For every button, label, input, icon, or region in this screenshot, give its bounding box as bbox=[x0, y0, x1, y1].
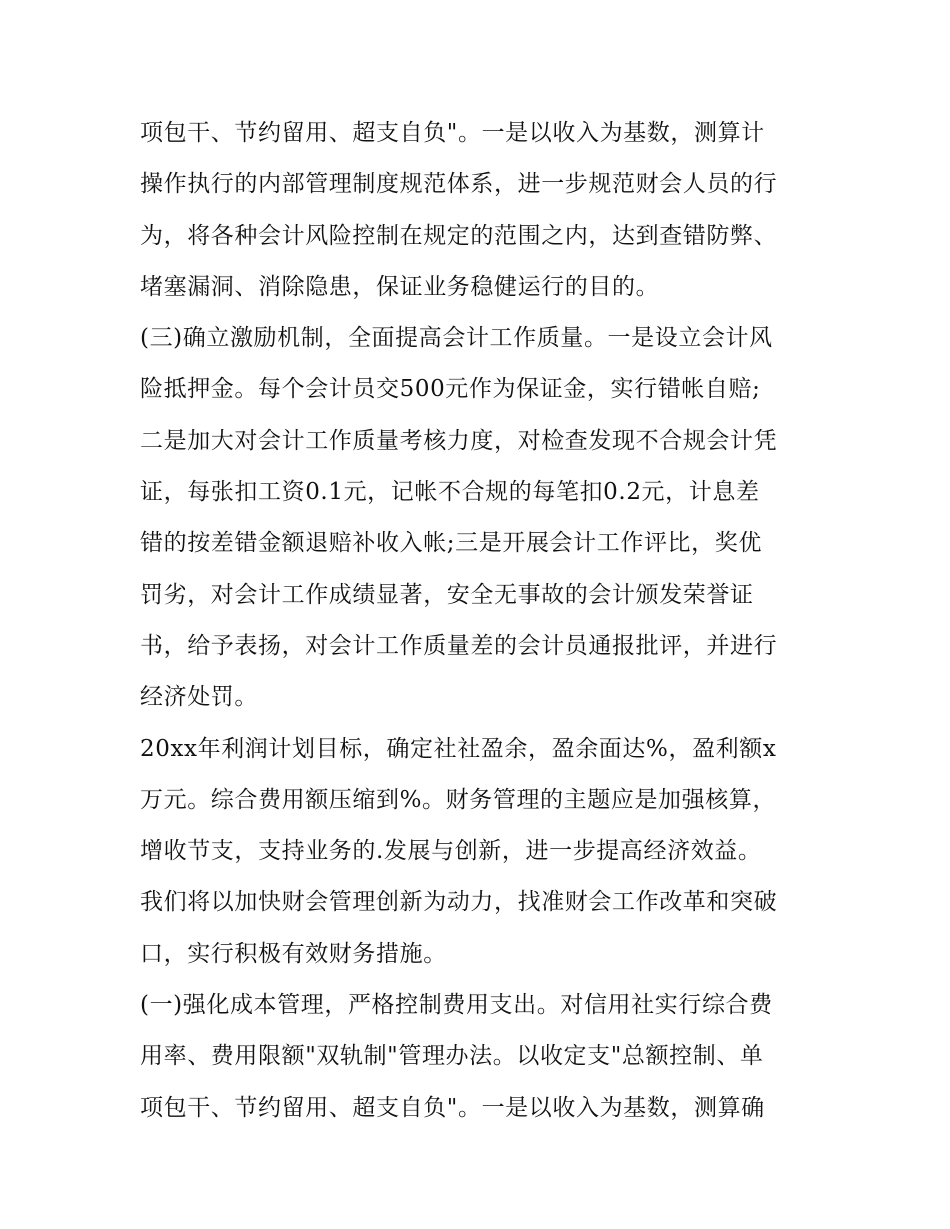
text-line: (三)确立激励机制，全面提高会计工作质量。一是设立会计风 bbox=[140, 325, 773, 352]
text-line: 罚劣，对会计工作成绩显著，安全无事故的会计颁发荣誉证 bbox=[140, 581, 754, 608]
text-line: 经济处罚。 bbox=[140, 684, 258, 711]
text-line: 操作执行的内部管理制度规范体系，进一步规范财会人员的行 bbox=[140, 171, 778, 198]
text-line: 书，给予表扬，对会计工作质量差的会计员通报批评，并进行 bbox=[140, 632, 778, 659]
text-line: 万元。综合费用额压缩到%。财务管理的主题应是加强核算， bbox=[140, 786, 777, 813]
text-line: 项包干、节约留用、超支自负"。一是以收入为基数，测算计 bbox=[140, 120, 765, 146]
text-line: 口，实行积极有效财务措施。 bbox=[140, 940, 447, 967]
text-line: 二是加大对会计工作质量考核力度，对检查发现不合规会计凭 bbox=[140, 427, 778, 454]
text-line: 用率、费用限额"双轨制"管理办法。以收定支"总额控制、单 bbox=[140, 1043, 764, 1070]
text-line: 20xx年利润计划目标，确定社社盈余，盈余面达%，盈利额x bbox=[140, 735, 777, 762]
text-line: 增收节支，支持业务的.发展与创新，进一步提高经济效益。 bbox=[140, 838, 762, 865]
text-line: 项包干、节约留用、超支自负"。一是以收入为基数，测算确 bbox=[140, 1094, 765, 1121]
text-line: 我们将以加快财会管理创新为动力，找准财会工作改革和突破 bbox=[140, 889, 778, 916]
text-line: 错的按差错金额退赔补收入帐;三是开展会计工作评比，奖优 bbox=[140, 530, 762, 557]
document-body bbox=[140, 108, 820, 1134]
text-line: 证，每张扣工资0.1元，记帐不合规的每笔扣0.2元，计息差 bbox=[140, 479, 760, 506]
text-line: 险抵押金。每个会计员交500元作为保证金，实行错帐自赔; bbox=[140, 376, 761, 403]
text-line: 堵塞漏洞、消除隐患，保证业务稳健运行的目的。 bbox=[140, 273, 660, 300]
text-line: (一)强化成本管理，严格控制费用支出。对信用社实行综合费 bbox=[140, 992, 773, 1019]
text-line: 为，将各种会计风险控制在规定的范围之内，达到查错防弊、 bbox=[140, 222, 778, 249]
